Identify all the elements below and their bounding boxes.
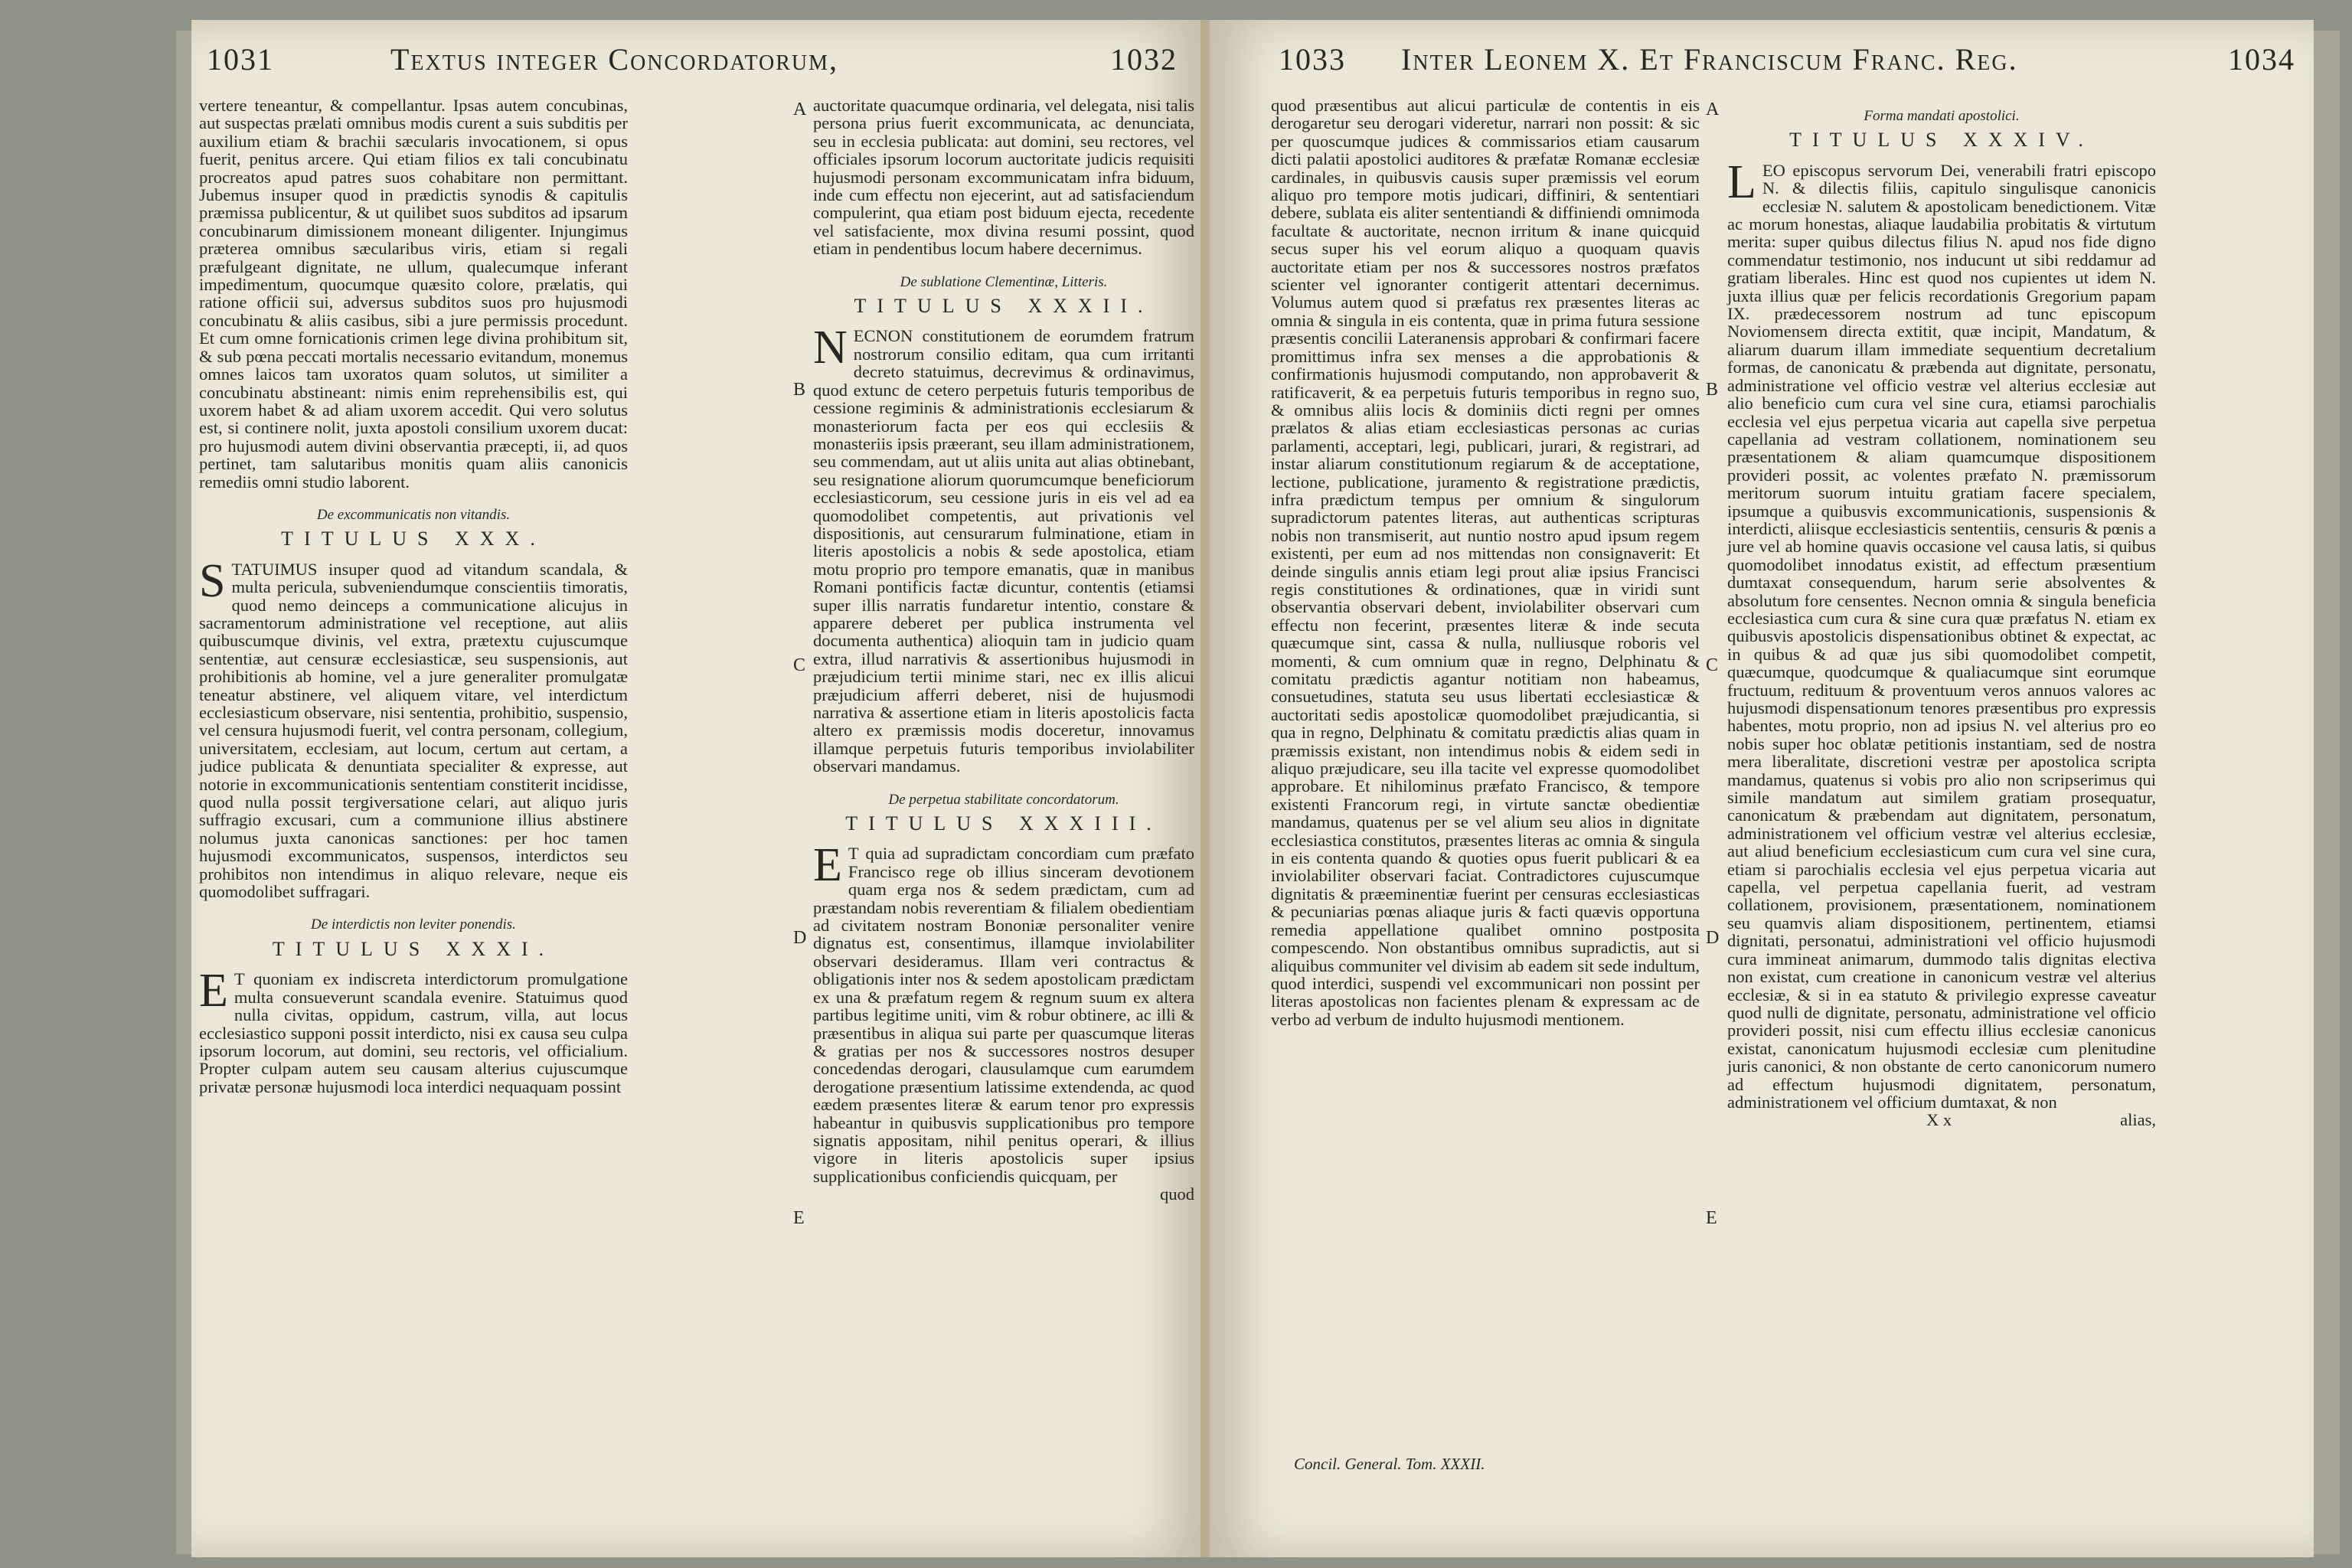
left-page-edges [176, 31, 193, 1554]
paragraph: STATUIMUS insuper quod ad vitandum scandala, & multa pericula, subveniendumque conscientiis timoratis, quod nemo deinceps a communicatione alicujus in sacramentorum administratione vel receptione, aut aliis quibuscumque divinis, vel extra, prætextu cujuscumque sententiæ, aut censuræ ecclesiasticæ, seu suspensionis, aut prohibitionis ab homine, vel a jure generaliter promulgatæ teneatur abstinere, vel aliquem vitare, vel interdictum ecclesiasticum observare, nisi sententia, prohibitio, suspensio, vel censura hujusmodi fuerit, vel contra personam, collegium, universitatem, ecclesiam, aut locum, certum aut certam, a judice publicata & denuntiata specialiter & expresse, aut notorie in excommunicationis sententiam constiterit incidisse, quod nulla possit tergiversatione celari, aut aliquo juris suffragio excusari, cum a communione illius abstinere nolumus juxta canonicas sanctiones: per hoc tamen hujusmodi excommunicatos, suspensos, interdictos seu prohibitos non intendimus in aliquo relevare, neque eis quomodolibet suffragari. [199, 554, 628, 902]
paragraph: E T quia ad supradictam concordiam cum præfato Francisco rege ob illius sinceram devotionem quam erga nos & sedem prædictam, cum ad præstandam nobis reverentiam & filialem obedientiam ad civitatem nostram Bononiæ personaliter venire dignatus est, consentimus, illamque inviolabiliter observari desideramus. Illam veri contractus & obligationis inter nos & sedem apostolicam prædictam ex una & præfatum regem & regnum suum ex altera partibus legitime uniti, vim & robur obtinere, ac illi & præsentibus in aliqua sui parte per quascumque literas & gratias per nos & successores nostros desuper concedendas derogari, clausulamque cum earumdem derogatione præsentium latissime extendenda, ac quod eædem præsentes literæ & earum tenor pro expressis habeantur in quibusvis supplicationibus pro tempore signatis appositam, nihil penitus operari, & illius vigore in literis apostolicis super ipsius supplicationibus conficiendis quicquam, per [813, 839, 1194, 1186]
section-subtitle: De excommunicatis non vitandis. [316, 506, 511, 523]
running-title: Inter Leonem X. Et Franciscum Franc. Reg. [1401, 42, 2018, 77]
right-running-header [1210, 41, 2314, 95]
column-1034 [1727, 96, 2156, 1131]
margin-letter-c: C [1706, 655, 1719, 675]
catchword: alias, [2120, 1110, 2156, 1130]
section-title: TITULUS XXXI. [272, 937, 555, 960]
page-signature-row [1727, 1111, 2156, 1131]
paragraph: quod præsentibus aut alicui particulæ de contentis in eis derogaretur seu derogari videretur, narrari non possit: & sic per quoscumque judices & commissarios etiam causarum dicti palatii apostolici auditores & præfatæ Romanæ ecclesiæ cardinales, in quibusvis causis super præmissis vel eorum aliquo pro tempore motis judicari, diffiniri, & sententiari debere, sublata eis aliter sententiandi & diffiniendi omnimoda facultate & auctoritate, necnon irritum & inane quicquid secus super his vel eorum aliquo a quoquam quavis auctoritate etiam per nos & successores nostros præfatos scienter vel ignoranter contigerit attentari decernimus. Volumus autem quod si præfatus rex præsentes literas ac omnia & singula in eis contenta, quæ in prima futura sessione præsentis concilii Lateranensis approbari & confirmari facere promittimus infra sex menses a die approbationis & confirmationis hujusmodi computando, non approbaverit & ratificaverit, & ea perpetuis futuris temporibus in regno suo, & omnibus aliis locis & dominiis dicti regni per omnes prælatos & alias etiam ecclesiasticas personas ac curias parlamenti, acceptari, legi, publicari, jurari, & registrari, ad instar aliarum constitutionum regiarum & de acceptatione, lectione, publicatione, juramento & registratione prædictis, infra prædictum tempus per omnium & singulorum supradictorum patentes literas, aut authenticas scripturas nobis non transmiserit, aut nuntio nostro apud ipsum regem existenti, per eum ad nos mittendas non consignaverit: Et deinde singulis annis etiam legi prout aliæ ipsius Francisci regis constitutiones & ordinationes, quæ in viridi sunt observantia observari debent, inviolabiliter observari cum effectu non fecerint, præsentes literæ & inde secuta quæcumque sint, cassa & nulla, nulliusque roboris vel momenti, & cum omnium quæ in regno, Delphinatu & comitatu prædictis agantur notitiam non habeamus, consuetudines, statuta seu usus libertati ecclesiasticæ & auctoritati sedis apostolicæ quomodolibet præjudicantia, si qua in regno, Delphinatu & comitatu prædictis alias quam in præmissis existant, non intendimus nobis & eidem sedi in aliquo præjudicare, seu illa tacite vel expresse quomodolibet approbare. Et nihilominus præfato Francisco, & tempore existenti Francorum regi, in virtute sanctæ obedientiæ mandamus, quatenus per se vel alium seu alios in dignitate ecclesiastica constitutos, præsentes literas ac omnia & singula in eis contenta quando & quoties opus fuerit publicari & ea inviolabiliter observari faciat. Contradictores cujuscumque dignitatis & præeminentiæ fuerint per censuras ecclesiasticas & pecuniarias pœnas aliaque juris & facti quævis opportuna remedia appellatione qualibet omnino postposita compescendo. Non obstantibus omnibus supradictis, aut si aliquibus communiter vel divisim ab eadem sit sede indultum, quod interdici, suspendi vel excommunicari non possint per literas apostolicas non facientes plenam & expressam ac de verbo ad verbum de indulto hujusmodi mentionem. [1271, 96, 1700, 1029]
section-subtitle: De sublatione Clementinæ, Litteris. [900, 273, 1108, 290]
paragraph: auctoritate quacumque ordinaria, vel delegata, nisi talis persona prius fuerit excommunicata, ac denunciata, seu in ecclesia publicata: aut domini, seu rectores, vel officiales ipsorum locorum auctoritate judicis requisiti hujusmodi personam excommunicatam infra biduum, inde cum effectu non ejecerint, aut ad satisfaciendum compulerint, qua etiam post biduum ejecta, recedente vel satisfaciente, mox divina resumi possint, quod etiam in pendentibus locum habere decernimus. [813, 96, 1194, 259]
section-title: TITULUS XXXII. [854, 295, 1154, 318]
section-title: TITULUS XXXIII. [845, 812, 1162, 835]
margin-letter-d: D [1706, 928, 1720, 948]
margin-letter-c: C [793, 655, 806, 675]
margin-letter-a: A [1706, 100, 1720, 119]
paragraph: NECNON constitutionem de eorumdem fratrum nostrorum consilio editam, qua cum irritanti decreto statuimus, decrevimus & ordinavimus, quod extunc de cetero perpetuis futuris temporibus de cessione regiminis & administrationis ecclesiarum & monasteriorum facta per eos qui ecclesiis & monasteriis ipsis præerant, seu illam administrationem, seu commendam, aut ut aliis unita aut alias obtinebant, seu resignatione aliorum quorumcumque beneficiorum ecclesiasticorum, seu cessione juris in eis vel ad ea quomodolibet competentis, aut privationis vel dispositionis, aut censurarum fulminatione, etiam in literis apostolicis a nobis & sede apostolica, etiam motu proprio pro tempore emanatis, quæ in manibus Romani pontificis factæ dicuntur, contentis (etiamsi super illis narratis fundaretur intentio, constare & apparere deberet per publica instrumenta vel documenta authentica) alioquin tam in judicio quam extra, illud narrativis & assertionibus hujusmodi in præjudicium tertii minime stari, nec ex illis alicui præjudicium afferri deberet, nisi de hujusmodi narrativa & assertione etiam in literis apostolicis facta altero ex præmissis modis doceretur, innovamus illamque perpetuis futuris temporibus inviolabiliter observari mandamus. [813, 322, 1194, 776]
section-subtitle: Forma mandati apostolici. [1864, 108, 2020, 124]
column-1031 [199, 96, 628, 1096]
margin-letter-b: B [1706, 380, 1719, 400]
page-number: 1034 [2228, 42, 2295, 77]
column-1032 [813, 96, 1194, 1204]
drop-cap: S [199, 554, 226, 607]
catchword: quod [1160, 1184, 1194, 1204]
margin-letter-e: E [793, 1208, 805, 1228]
running-title: Textus integer Concordatorum, [390, 42, 839, 77]
left-page [191, 20, 1204, 1557]
section-subtitle: De perpetua stabilitate concordatorum. [888, 791, 1119, 808]
margin-letter-a: A [793, 100, 807, 119]
paragraph: vertere teneantur, & compellantur. Ipsas autem concubinas, aut suspectas prælati omnibus modis curent a suis subditis per auxilium etiam & brachii sæcularis invocationem, si opus fuerit, penitus arcere. Qui etiam filios ex tali concubinatu procreatos apud patres suos cohabitare non permittant. Jubemus insuper quod in prædictis synodis & capitulis præmissa publicentur, & ut quilibet suos subditos ad ipsarum concubinarum dimissionem moneant diligenter. Injungimus præterea omnibus sæcularibus viris, etiam si regali præfulgeant dignitate, ne ullum, qualecumque inferant impedimentum, quocumque quæsito colore, prælatis, qui ratione officii sui, adversus subditos suos pro hujusmodi concubinatu & aliis casibus, sibi a jure permissis procedunt. Et cum omne fornicationis crimen lege divina prohibitum sit, & sub pœna peccati mortalis necessario evitandum, monemus omnes laicos tam uxoratos quam solutos, ut similiter a concubinatu abstineant: nimis enim reprehensibilis est, qui uxorem habet & ad aliam uxorem accedit. Qui vero solutus est, si continere nolit, juxta apostoli consilium uxorem ducat: pro hujusmodi autem divini observantia præcepti, ii, ad quos pertinet, tam salutaribus monitis quam aliis canonicis remediis omni studio laborent. [199, 96, 628, 492]
paragraph: LEO episcopus servorum Dei, venerabili fratri episcopo N. & dilectis filiis, capitulo singulisque canonicis ecclesiæ N. salutem & apostolicam benedictionem. Vitæ ac morum honestas, aliaque laudabilia probitatis & virtutum merita: super quibus dilectus filius N. apud nos fide digno commendatur testimonio, nos inducunt ut sibi reddamur ad gratiam liberales. Hinc est quod nos cupientes ut idem N. juxta illius quæ per felicis recordationis Gregorium papam IX. prædecessorem nostrum ad tunc episcopum Noviomensem directa extitit, quæ incipit, Mandatum, & aliarum duarum illam immediate sequentium decretalium formas, de canonicatu & præbenda aut dignitate, personatu, administratione vel officio vestræ vel alterius ecclesiæ aut alio beneficio cum cura vel sine cura, etiamsi parochialis ecclesia vel ejus perpetua vicaria aut capella sive perpetua capellania ad vestram collationem, nominationem seu præsentationem & aliam quamcumque dispositionem provideri possit, ac volentes præfato N. præmissorum meritorum suorum intuitu gratiam facere specialem, ipsumque a quibusvis excommunicationis, suspensionis & interdicti, aliisque ecclesiasticis sententiis, censuris & pœnis a jure vel ab homine quavis occasione vel causa latis, si quibus quomodolibet innodatus existit, ad effectum præsentium dumtaxat consequendum, harum serie absolventes & absolutum fore censentes. Necnon omnia & singula beneficia ecclesiastica cum cura & sine cura quæ præfatus N. etiam ex quibusvis apostolicis dispensationibus obtinet & expectat, ac in quibus & ad quæ jus sibi quomodolibet competit, quæcumque, quodcumque & qualiacumque sint eorumque fructuum, redituum & proventuum veros annuos valores ac hujusmodi dispensationum tenores præsentibus pro expressis habentes, motu proprio, non ad ipsius N. vel alterius pro eo nobis super hoc oblatæ petitionis instantiam, sed de nostra mera liberalitate, discretioni vestræ per apostolica scripta mandamus, quatenus si vobis pro alio non scripserimus qui simile mandatum aut similem gratiam prosequatur, canonicatum & præbendam aut dignitatem, personatum, administrationem vel officium vestræ vel alterius ecclesiæ, aut aliud beneficium ecclesiasticum cum cura vel sine cura, etiam si parochialis ecclesia vel ejus perpetua vicaria aut capella, vel perpetua capellania fuerit, ad vestram collationem, provisionem, præsentationem, nominationem seu quamvis aliam dispositionem, pertinentem, etiamsi dignitati, personatui, administrationi vel officio hujusmodi cura immineat animarum, dummodo talis dignitas electiva non existat, cum creatione in canonicum vestræ vel alterius ecclesiæ, & si in ea statuto & privilegio expresse caveatur quod nulli de dignitate, personatu, administratione vel officio provideri possit, nisi cum effectu illius ecclesiæ canonicus existat, canonicatum hujusmodi ecclesiæ cum plenitudine juris canonici, & non obstante de certo canonicorum numero ad effectum hujusmodi dignitatem, personatum, administrationem vel officium dumtaxat, & non [1727, 155, 2156, 1112]
section-title: TITULUS XXXIV. [1789, 129, 2094, 152]
column-1033 [1271, 96, 1700, 1028]
page-number: 1033 [1279, 42, 1346, 77]
section-title: TITULUS XXX. [281, 528, 546, 550]
margin-letter-d: D [793, 928, 807, 948]
page-number: 1031 [207, 42, 274, 77]
margin-letter-b: B [793, 380, 806, 400]
page-number: 1032 [1110, 42, 1178, 77]
right-page [1210, 20, 2314, 1557]
footer-signature-line: Concil. General. Tom. XXXII. [1294, 1455, 1485, 1473]
drop-cap: L [1727, 155, 1756, 208]
signature-mark: X x [1926, 1110, 1952, 1130]
right-page-edges [2312, 31, 2340, 1554]
drop-cap: N [813, 322, 848, 374]
drop-cap: E [813, 839, 842, 892]
section-subtitle: De interdictis non leviter ponendis. [311, 916, 516, 933]
drop-cap: E [199, 965, 228, 1018]
margin-letter-e: E [1706, 1208, 1717, 1228]
paragraph: E T quoniam ex indiscreta interdictorum promulgatione multa consueverunt scandala evenire. Statuimus quod nulla civitas, oppidum, castrum, villa, aut locus ecclesiastico supponi possit interdicto, nisi ex causa seu culpa ipsorum locorum, aut domini, seu rectoris, vel officialium. Propter culpam autem seu causam alterius cujuscumque privatæ personæ hujusmodi loca interdici nequaquam possint [199, 965, 628, 1096]
left-running-header [191, 41, 1204, 95]
